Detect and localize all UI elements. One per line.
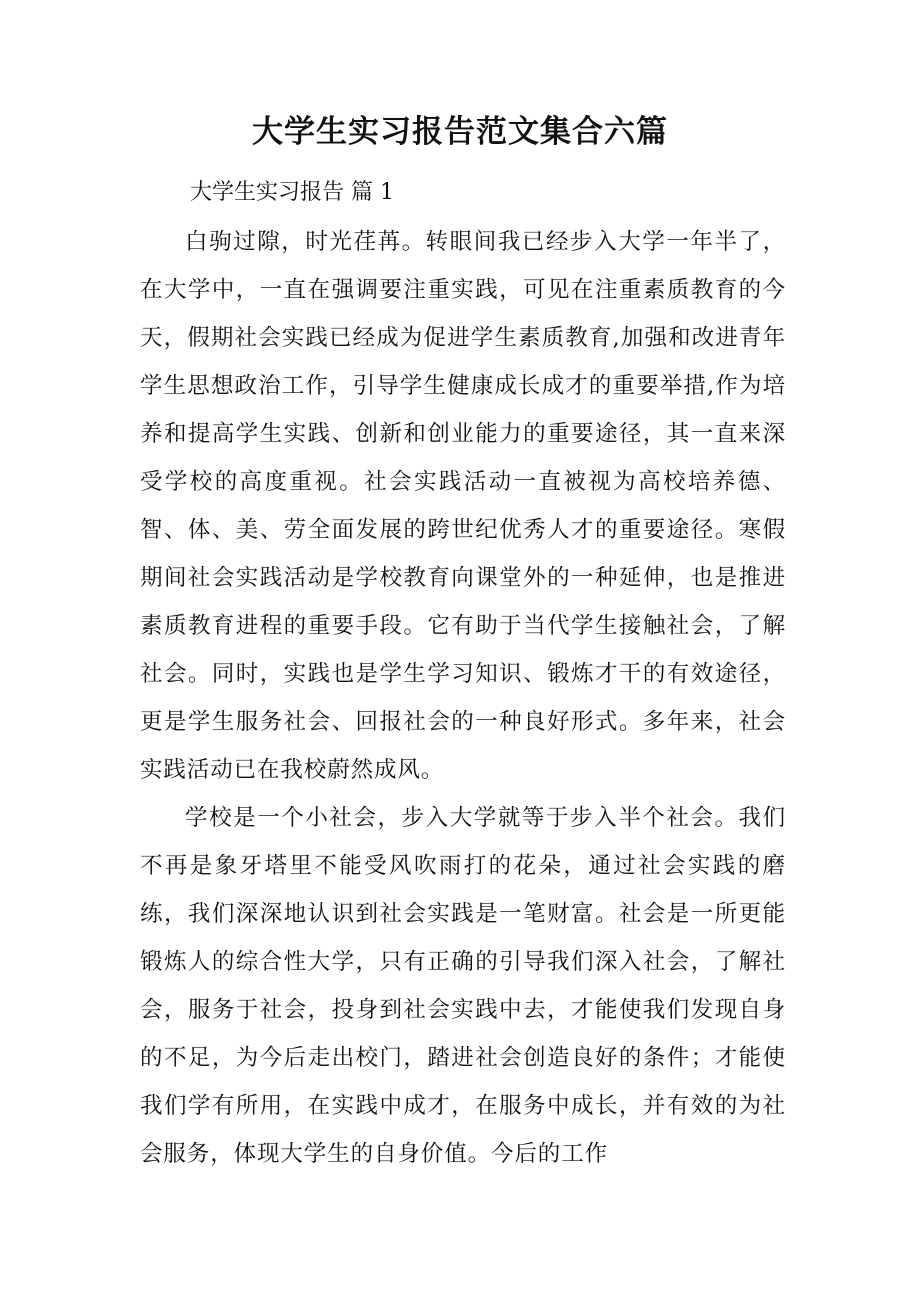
section-heading: 大学生实习报告 篇 1 <box>190 180 394 205</box>
paragraph-1: 白驹过隙，时光荏苒。转眼间我已经步入大学一年半了，在大学中，一直在强调要注重实践，可见在注重素质教育的今天，假期社会实践已经成为促进学生素质教育,加强和改进青年学生思想政治工作，引导学生健康成长成才的重要举措,作为培养和提高学生实践、创新和创业能力的重要途径，其一直来深受学校的高度重视。社会实践活动一直被视为高校培养德、智、体、美、劳全面发展的跨世纪优秀人才的重要途径。寒假期间社会实践活动是学校教育向课堂外的一种延伸，也是推进素质教育进程的重要手段。它有助于当代学生接触社会，了解社会。同时，实践也是学生学习知识、锻炼才干的有效途径，更是学生服务社会、回报社会的一种良好形式。多年来，社会实践活动已在我校蔚然成风。 <box>140 229 786 783</box>
paragraph-2: 学校是一个小社会，步入大学就等于步入半个社会。我们不再是象牙塔里不能受风吹雨打的花朵，通过社会实践的磨练，我们深深地认识到社会实践是一笔财富。社会是一所更能锻炼人的综合性大学，只有正确的引导我们深入社会，了解社会，服务于社会，投身到社会实践中去，才能使我们发现自身的不足，为今后走出校门，踏进社会创造良好的条件；才能使我们学有所用，在实践中成才，在服务中成长，并有效的为社会服务，体现大学生的自身价值。今后的工作 <box>140 805 786 1167</box>
document-body <box>140 218 786 1178</box>
document-title: 大学生实习报告范文集合六篇 <box>252 114 668 150</box>
